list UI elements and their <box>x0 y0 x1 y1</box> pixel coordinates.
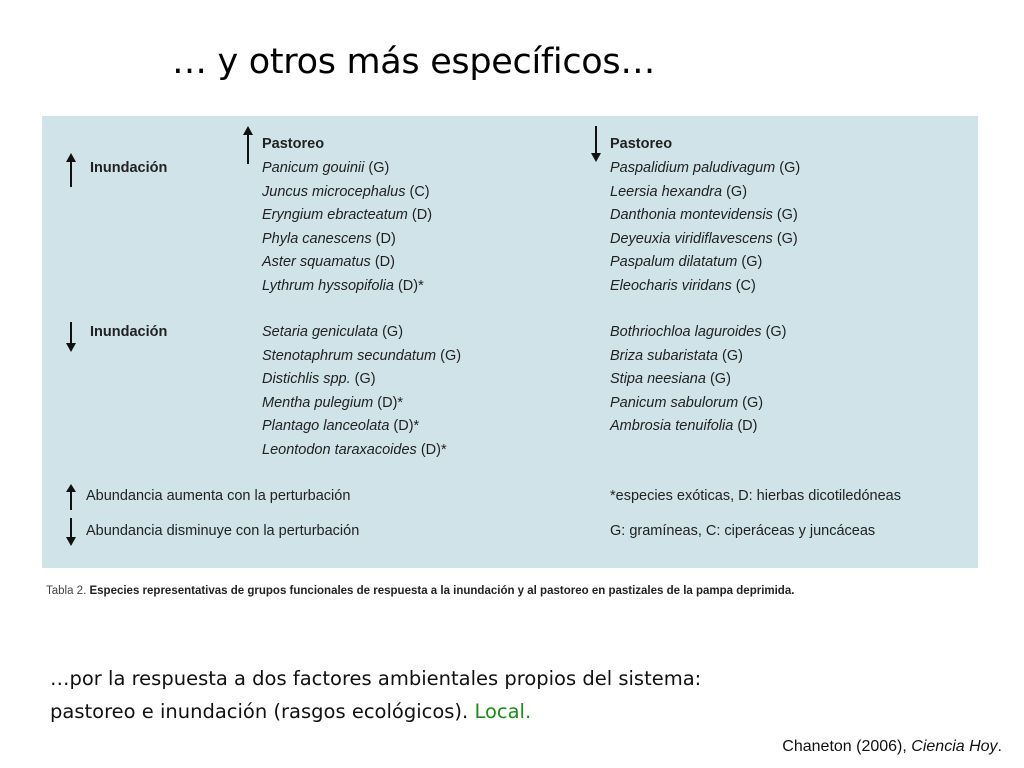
species-name: Ambrosia tenuifolia <box>610 418 734 434</box>
species-name: Aster squamatus <box>262 254 371 270</box>
column-header-grazing-decrease: Pastoreo <box>610 136 673 152</box>
group-code: (D) <box>371 230 396 247</box>
group-code: (G) <box>364 160 390 176</box>
caption-label: Tabla 2. <box>46 585 90 597</box>
arrow-down-icon <box>65 518 77 546</box>
arrow-up-icon <box>65 153 77 187</box>
species-name: Distichlis spp. <box>262 371 351 387</box>
group-code: (G) <box>705 371 731 387</box>
list-item <box>610 181 800 205</box>
species-table <box>42 116 978 568</box>
species-name: Lythrum hyssopifolia <box>262 277 394 294</box>
list-item <box>610 345 787 369</box>
list-item <box>610 321 787 345</box>
cell-flood-down-graze-down <box>610 321 787 439</box>
species-name: Mentha pulegium <box>262 394 374 411</box>
arrow-down-icon <box>590 126 602 162</box>
legend-increase: Abundancia aumenta con la perturbación <box>86 488 351 504</box>
group-code: (G) <box>718 347 743 364</box>
list-item <box>610 204 800 228</box>
group-code: (G) <box>737 254 763 270</box>
list-item <box>610 368 787 392</box>
list-item <box>262 439 461 463</box>
body-text: …por la respuesta a dos factores ambientales propios del sistema: pastoreo e inundación (rasgos ecológicos). <box>50 667 702 723</box>
group-code: (G) <box>350 371 376 387</box>
table-caption <box>46 585 986 597</box>
list-item <box>262 228 432 252</box>
list-item <box>262 181 432 205</box>
species-name: Leersia hexandra <box>610 183 723 200</box>
list-item <box>262 368 461 392</box>
group-code: (D)* <box>373 394 404 411</box>
group-code: (G) <box>436 347 462 364</box>
group-code: (D) <box>370 254 395 270</box>
group-code: (G) <box>761 324 787 340</box>
caption-text: Especies representativas de grupos funcionales de respuesta a la inundación y al pastoreo en pastizales de la pampa deprimida. <box>89 585 795 597</box>
cell-flood-up-graze-up <box>262 157 432 298</box>
species-name: Leontodon taraxacoides <box>262 441 417 458</box>
species-name: Eryngium ebracteatum <box>262 207 408 223</box>
species-name: Danthonia montevidensis <box>610 207 773 223</box>
legend-note-grasses: G: gramíneas, C: ciperáceas y juncáceas <box>610 523 876 539</box>
group-code: (G) <box>775 160 801 176</box>
group-code: (D) <box>733 418 758 434</box>
species-name: Panicum sabulorum <box>610 394 739 411</box>
list-item <box>610 275 800 299</box>
list-item <box>262 415 461 439</box>
row-header-flooding-increase: Inundación <box>90 160 168 176</box>
species-name: Stenotaphrum secundatum <box>262 347 437 364</box>
group-code: (G) <box>738 394 764 411</box>
species-name: Paspalum dilatatum <box>610 254 738 270</box>
group-code: (G) <box>722 183 748 200</box>
citation-author: Chaneton (2006), <box>782 738 912 755</box>
group-code: (D)* <box>393 277 424 294</box>
list-item <box>610 415 787 439</box>
species-name: Plantago lanceolata <box>262 418 390 434</box>
species-name: Panicum gouinii <box>262 160 365 176</box>
list-item <box>610 251 800 275</box>
list-item <box>262 321 461 345</box>
species-name: Briza subaristata <box>610 347 718 364</box>
row-header-flooding-decrease: Inundación <box>90 324 168 340</box>
species-name: Eleocharis viridans <box>610 277 732 294</box>
list-item <box>262 251 432 275</box>
list-item <box>262 392 461 416</box>
species-name: Stipa neesiana <box>610 371 706 387</box>
list-item <box>262 345 461 369</box>
list-item <box>610 228 800 252</box>
local-highlight: Local. <box>474 700 532 723</box>
list-item <box>262 157 432 181</box>
body-paragraph <box>50 662 750 728</box>
group-code: (G) <box>378 324 404 340</box>
group-code: (D)* <box>389 418 420 434</box>
species-name: Paspalidium paludivagum <box>610 160 776 176</box>
arrow-up-icon <box>242 126 254 166</box>
citation-journal: Ciencia Hoy <box>911 738 998 755</box>
column-header-grazing-increase: Pastoreo <box>262 136 325 152</box>
legend-decrease: Abundancia disminuye con la perturbación <box>86 523 360 539</box>
cell-flood-up-graze-down <box>610 157 800 298</box>
list-item <box>610 392 787 416</box>
group-code: (G) <box>772 230 798 247</box>
group-code: (G) <box>772 207 798 223</box>
cell-flood-down-graze-up <box>262 321 461 462</box>
species-name: Deyeuxia viridiflavescens <box>610 230 773 247</box>
species-name: Juncus microcephalus <box>262 183 406 200</box>
species-name: Bothriochloa laguroides <box>610 324 762 340</box>
legend-note-exotic: *especies exóticas, D: hierbas dicotiledóneas <box>610 488 901 504</box>
group-code: (D) <box>407 207 433 223</box>
list-item <box>262 204 432 228</box>
list-item <box>262 275 432 299</box>
slide-title: … y otros más específicos… <box>172 42 656 82</box>
species-name: Phyla canescens <box>262 230 372 247</box>
citation-end: . <box>997 738 1002 755</box>
arrow-down-icon <box>65 322 77 352</box>
group-code: (C) <box>405 183 430 200</box>
group-code: (D)* <box>416 441 447 458</box>
citation <box>782 738 1002 756</box>
list-item <box>610 157 800 181</box>
species-name: Setaria geniculata <box>262 324 379 340</box>
group-code: (C) <box>731 277 756 294</box>
arrow-up-icon <box>65 484 77 510</box>
